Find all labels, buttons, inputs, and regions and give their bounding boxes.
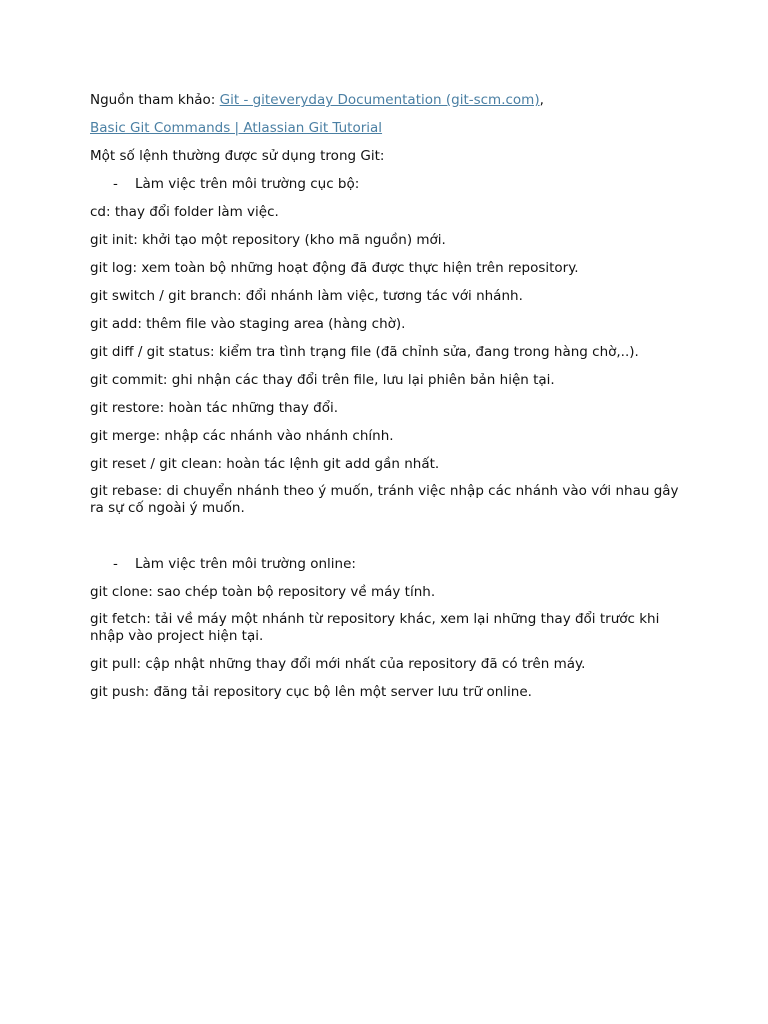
command-item: git switch / git branch: đổi nhánh làm việc, tương tác với nhánh. [90,288,523,304]
dash-bullet: - [113,556,118,572]
command-item: git commit: ghi nhận các thay đổi trên file, lưu lại phiên bản hiện tại. [90,372,555,388]
command-item: git rebase: di chuyển nhánh theo ý muốn, tránh việc nhập các nhánh vào với nhau gây ra sự cố ngoài ý muốn. [90,483,679,516]
dash-bullet: - [113,176,118,192]
command-item: git clone: sao chép toàn bộ repository về máy tính. [90,584,436,600]
command-item: git restore: hoàn tác những thay đổi. [90,400,339,416]
command-item: git reset / git clean: hoàn tác lệnh git add gần nhất. [90,456,440,472]
local-section-heading [90,175,690,193]
online-heading-text: Làm việc trên môi trường online: [135,556,356,572]
reference-comma: , [539,92,544,108]
command-item: git pull: cập nhật những thay đổi mới nhất của repository đã có trên máy. [90,656,586,672]
command-item: git log: xem toàn bộ những hoạt động đã được thực hiện trên repository. [90,260,579,276]
intro-text: Một số lệnh thường được sử dụng trong Git: [90,148,385,164]
reference-label: Nguồn tham khảo: [90,92,220,108]
command-item: git add: thêm file vào staging area (hàng chờ). [90,316,406,332]
command-item: git fetch: tải về máy một nhánh từ repository khác, xem lại những thay đổi trước khi nhập vào project hiện tại. [90,611,660,644]
spacer [90,527,690,555]
command-item: cd: thay đổi folder làm việc. [90,204,279,220]
atlassian-link[interactable]: Basic Git Commands | Atlassian Git Tutorial [90,120,383,136]
command-item: git merge: nhập các nhánh vào nhánh chính. [90,428,394,444]
local-heading-text: Làm việc trên môi trường cục bộ: [135,176,360,192]
reference-line-2 [90,119,690,137]
command-item: git init: khởi tạo một repository (kho mã nguồn) mới. [90,232,446,248]
document-page [90,91,690,711]
online-section-heading [90,555,690,573]
command-item: git diff / git status: kiểm tra tình trạng file (đã chỉnh sửa, đang trong hàng chờ,..). [90,344,639,360]
command-item: git push: đăng tải repository cục bộ lên một server lưu trữ online. [90,684,532,700]
reference-line [90,91,690,109]
git-scm-link[interactable]: Git - giteveryday Documentation (git-scm.com) [219,92,540,108]
